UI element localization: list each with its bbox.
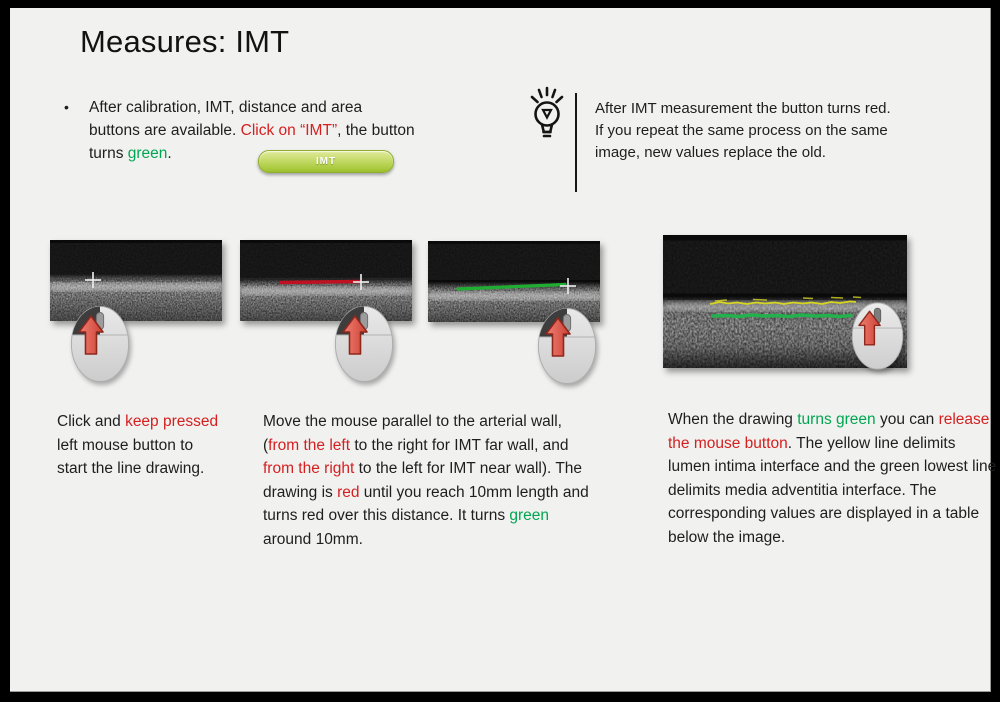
tip-line: image, new values replace the old. xyxy=(595,144,826,161)
mouse-left-press-icon xyxy=(70,305,130,383)
media-adventitia-line-green xyxy=(713,315,851,317)
caption-step2: Move the mouse parallel to the arterial wall, (from the left to the right for IMT far wall, and from the right to the left for IMT near wall). The drawing is red until you reach 10mm length and turns red over this distance. It turns green around 10mm. xyxy=(263,413,589,548)
imt-button[interactable] xyxy=(258,150,394,173)
imt-button-label: IMT xyxy=(315,156,337,167)
bullet-marker: • xyxy=(64,99,69,115)
measure-line-red xyxy=(281,282,359,283)
bullet-text: After calibration, IMT, distance and area buttons are available. Click on “IMT”, the button turns green. xyxy=(89,99,415,162)
tip-text xyxy=(595,98,995,164)
page-title: Measures: IMT xyxy=(80,24,290,59)
tip-line: If you repeat the same process on the same xyxy=(595,122,888,139)
caption-step1: Click and keep pressed left mouse button to start the line drawing. xyxy=(57,413,219,477)
tip-divider xyxy=(575,93,577,192)
lightbulb-icon xyxy=(522,86,570,148)
tip-line: After IMT measurement the button turns red. xyxy=(595,100,891,117)
mouse-release-icon xyxy=(851,301,904,371)
slide xyxy=(10,8,997,692)
caption-step3: When the drawing turns green you can release the mouse button. The yellow line delimits lumen intima interface and the green lowest line delimits media adventitia interface. The corresponding values are displayed in a table below the image. xyxy=(668,411,997,546)
mouse-left-press-icon xyxy=(334,305,394,383)
mouse-left-press-icon xyxy=(537,307,597,385)
